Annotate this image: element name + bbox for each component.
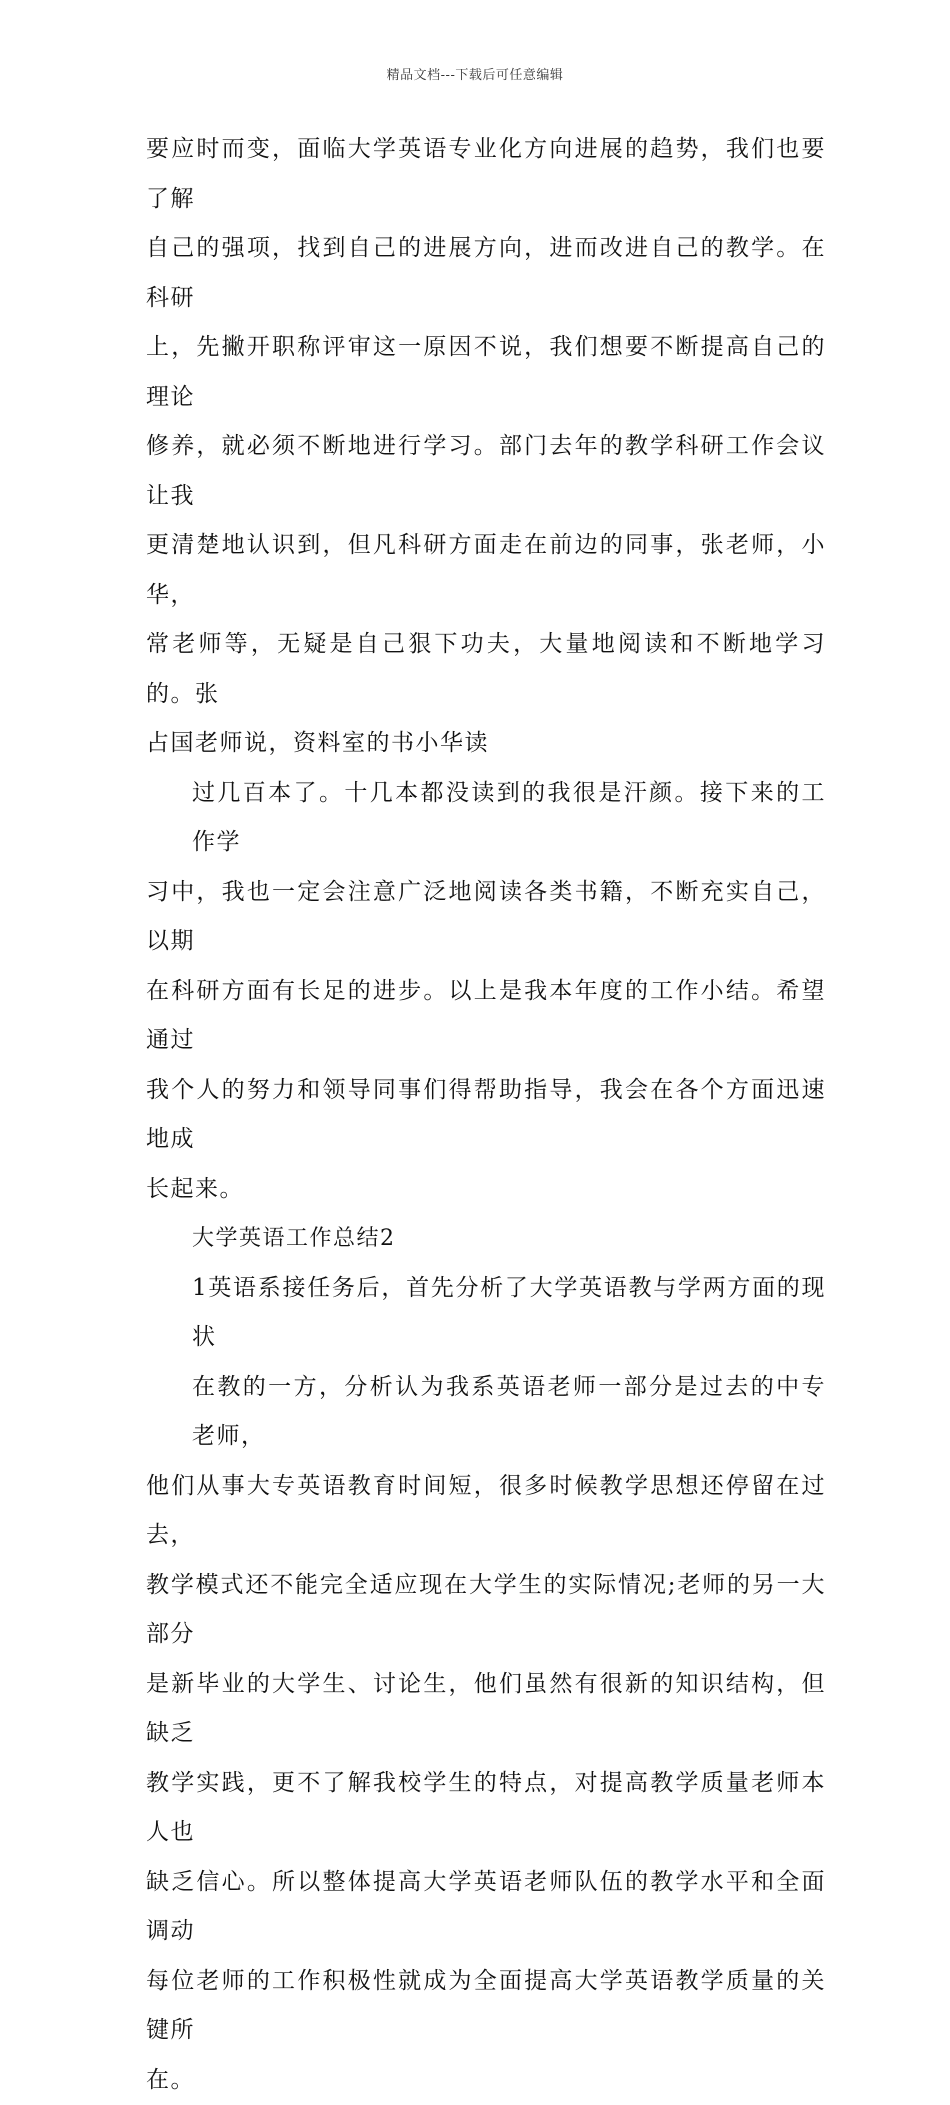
text-line: 长起来。	[146, 1165, 826, 1215]
text-line: 他们从事大专英语教育时间短，很多时候教学思想还停留在过去，	[146, 1462, 826, 1561]
paragraph-2	[146, 769, 826, 1215]
text-line: 上，先撇开职称评审这一原因不说，我们想要不断提高自己的理论	[146, 323, 826, 422]
text-line: 更清楚地认识到，但凡科研方面走在前边的同事，张老师，小华，	[146, 521, 826, 620]
text-line: 自己的强项，找到自己的进展方向，进而改进自己的教学。在科研	[146, 224, 826, 323]
text-line: 占国老师说，资料室的书小华读	[146, 719, 826, 769]
text-line: 是新毕业的大学生、讨论生，他们虽然有很新的知识结构，但缺乏	[146, 1660, 826, 1759]
text-line: 我个人的努力和领导同事们得帮助指导，我会在各个方面迅速地成	[146, 1066, 826, 1165]
paragraph-4	[146, 1363, 826, 2105]
text-line: 缺乏信心。所以整体提高大学英语老师队伍的教学水平和全面调动	[146, 1858, 826, 1957]
text-line: 教学模式还不能完全适应现在大学生的实际情况;老师的另一大部分	[146, 1561, 826, 1660]
document-body	[146, 125, 826, 2105]
section-heading-text: 大学英语工作总结2	[146, 1214, 826, 1264]
text-line: 在科研方面有长足的进步。以上是我本年度的工作小结。希望通过	[146, 967, 826, 1066]
text-line: 教学实践，更不了解我校学生的特点，对提高教学质量老师本人也	[146, 1759, 826, 1858]
text-line: 在教的一方，分析认为我系英语老师一部分是过去的中专老师，	[146, 1363, 826, 1462]
text-line: 过几百本了。十几本都没读到的我很是汗颜。接下来的工作学	[146, 769, 826, 868]
paragraph-1	[146, 125, 826, 769]
text-line: 习中，我也一定会注意广泛地阅读各类书籍，不断充实自己，以期	[146, 868, 826, 967]
text-line: 每位老师的工作积极性就成为全面提高大学英语教学质量的关键所	[146, 1957, 826, 2056]
page-header: 精品文档---下载后可任意编辑	[0, 64, 950, 83]
section-heading	[146, 1214, 826, 1264]
text-line: 修养，就必须不断地进行学习。部门去年的教学科研工作会议让我	[146, 422, 826, 521]
text-line: 1英语系接任务后，首先分析了大学英语教与学两方面的现状	[146, 1264, 826, 1363]
text-line: 常老师等，无疑是自己狠下功夫，大量地阅读和不断地学习的。张	[146, 620, 826, 719]
paragraph-3	[146, 1264, 826, 1363]
text-line: 在。	[146, 2056, 826, 2105]
text-line: 要应时而变，面临大学英语专业化方向进展的趋势，我们也要了解	[146, 125, 826, 224]
